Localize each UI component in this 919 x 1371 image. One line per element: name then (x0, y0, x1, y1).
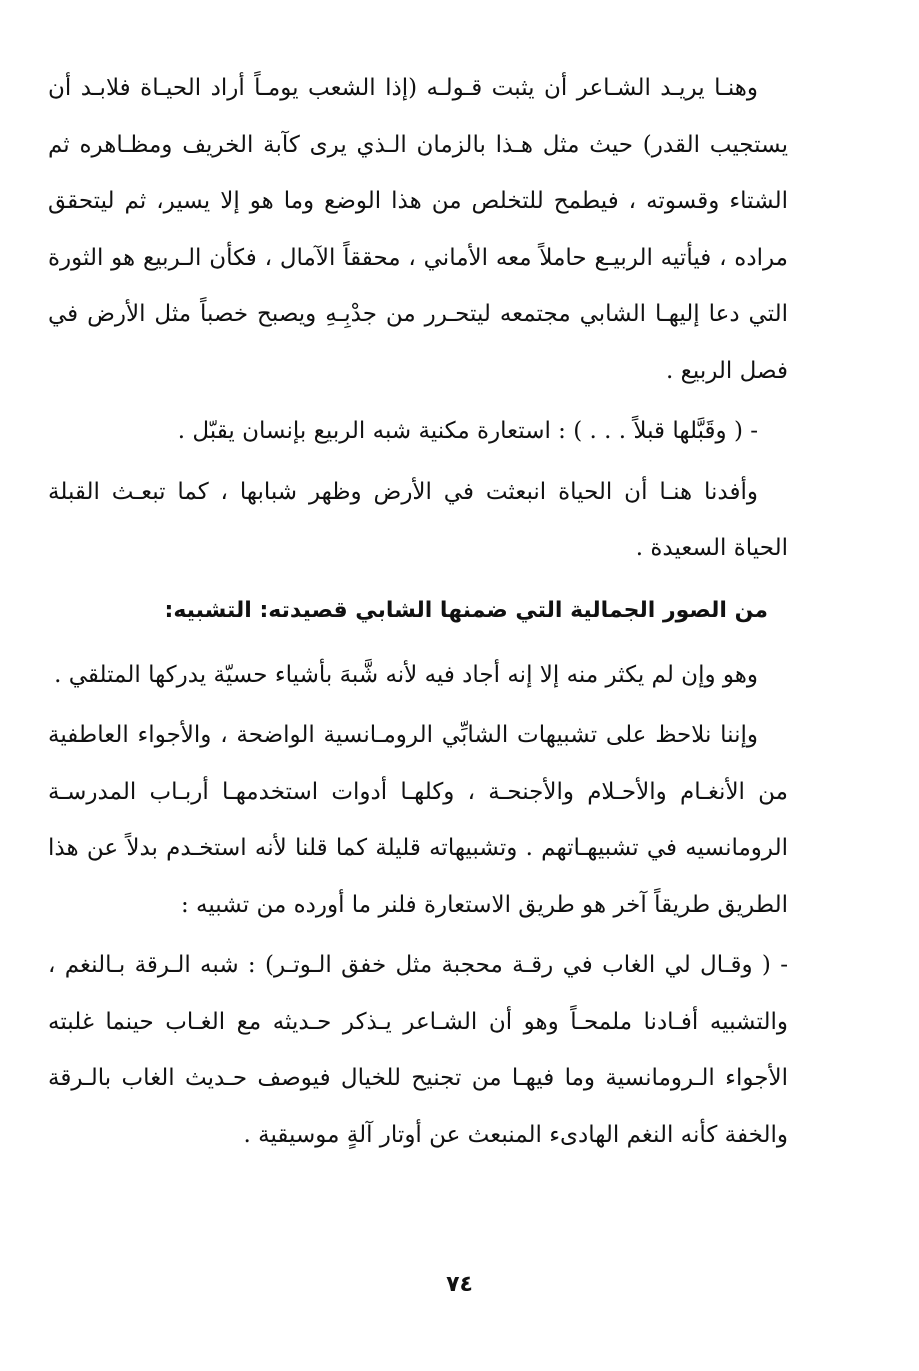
paragraph-3: وأفدنا هنـا أن الحياة انبعثت في الأرض وظهر شبابها ، كما تبعـث القبلة الحياة السعيدة . (48, 478, 788, 561)
paragraph-1: وهنـا يريـد الشـاعر أن يثبت قـولـه (إذا الشعب يومـاً أراد الحيـاة فلابـد أن يستجيب القدر) حيث مثل هـذا بالزمان الـذي يرى كآبة الخريف ومظـاهره ثم الشتاء وقسوته ، فيطمح للتخلص من هذا الوضع وما هو إلا يسير، ثم ليتحقق مراده ، فيأتيه الربيـع حاملاً معه الأماني ، محققاً الآمال ، فكأن الـربيع هو الثورة التي دعا إليهـا الشابي مجتمعه ليتحـرر من جدْبِـهِ ويصبح خصباً مثل الأرض في فصل الربيع . (48, 75, 788, 384)
paragraph-4: وهو وإن لم يكثر منه إلا إنه أجاد فيه لأنه شَّبهَ بأشياء حسيّة يدركها المتلقي . (54, 661, 758, 688)
page-number: ٧٤ (446, 1272, 473, 1297)
page-body (48, 60, 788, 1163)
paragraph-5: وإننا نلاحظ على تشبيهات الشابِّي الرومـانسية الواضحة ، والأجواء العاطفية من الأنغـام والأحـلام والأجنحـة ، وكلهـا أدوات استخدمهـا أربـاب المدرسـة الرومانسيه في تشبيهـاتهم . وتشبيهاته قليلة كما قلنا لأنه استخـدم بدلاً عن هذا الطريق طريقاً آخر هو طريق الاستعارة فلنر ما أورده من تشبيه : (48, 722, 788, 918)
section-heading: من الصور الجمالية التي ضمنها الشابي قصيدته: التشبيه: (164, 597, 768, 623)
paragraph-6-bullet: - ( وقـال لي الغاب في رقـة محجبة مثل خفق الـوتـر) : شبه الـرقة بـالنغم ، والتشبيه أفـادنا ملمحـاً وهو أن الشـاعر يـذكر حـديثه مع الغـاب حينما غلبته الأجواء الـرومانسية وما فيهـا من تجنيح للخيال فيوصف حـديث الغاب بالـرقة والخفة كأنه النغم الهادىء المنبعث عن أوتار آلةٍ موسيقية . (48, 952, 788, 1148)
paragraph-2-bullet: - ( وقَبَّلها قبلاً . . . ) : استعارة مكنية شبه الربيع بإنسان يقبّل . (177, 418, 758, 444)
